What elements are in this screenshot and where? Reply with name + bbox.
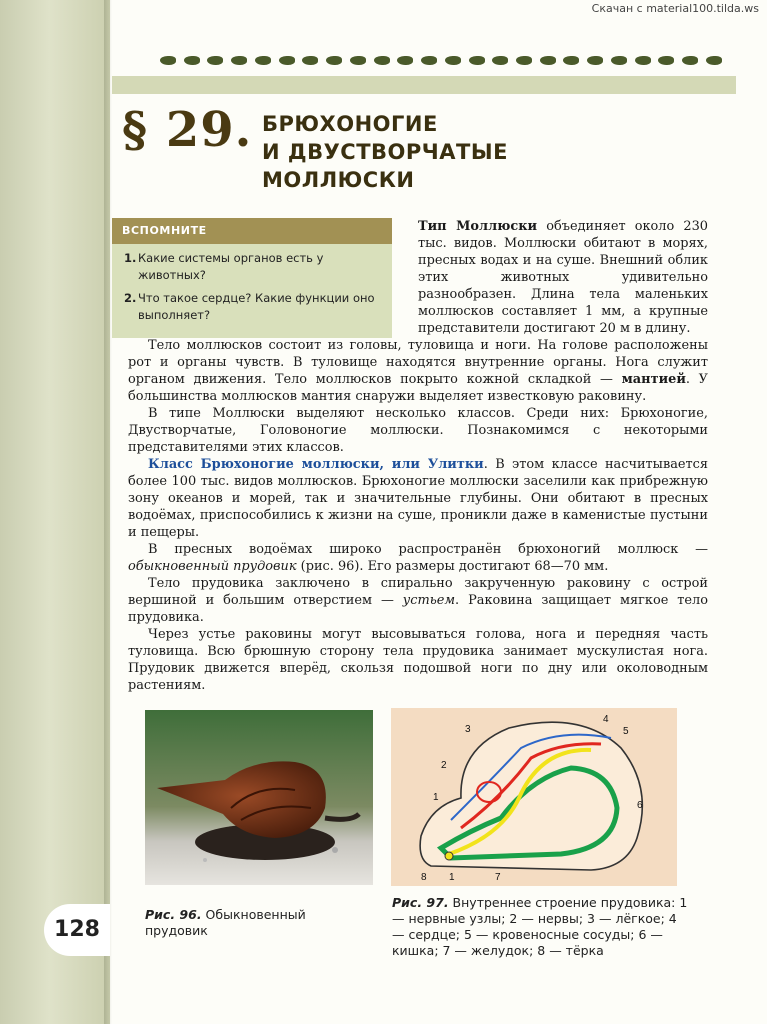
section-title (262, 110, 508, 194)
section-number: § 29. (122, 102, 253, 158)
figure-97-caption: Рис. 97. Внутреннее строение прудовика: 1 — нервные узлы; 2 — нервы; 3 — лёгкое; 4 — сердце; 5 — кровеносные сосуды; 6 — кишка; 7 — желудок; 8 — тёрка (392, 895, 688, 958)
recall-box (112, 218, 392, 338)
pond-snail-photo (145, 710, 373, 885)
recall-question: 2. Что такое сердце? Какие функции оно выполняет? (124, 291, 375, 322)
title-line: БРЮХОНОГИЕ (262, 112, 438, 136)
paragraph: Через устье раковины могут высовываться голова, нога и передняя часть туловища. Всю брюшную сторону тела прудовика занимает мускулистая нога. Прудовик движется вперёд, скользя подошвой ноги по дну или околоводным растениям. (128, 627, 708, 693)
term-mantle: мантией (621, 372, 686, 387)
paragraph: В типе Моллюски выделяют несколько классов. Среди них: Брюхоногие, Двустворчатые, Головоногие моллюски. Познакомимся с некоторыми представителями этих классов. (128, 406, 708, 455)
term-type-mollusca: Тип Моллюски (418, 219, 538, 234)
diagram-label: 2 (441, 760, 447, 771)
diagram-label: 1 (449, 872, 455, 883)
page-number: 128 (44, 904, 110, 956)
snail-anatomy-diagram (391, 708, 677, 886)
diagram-label: 7 (495, 872, 501, 883)
recall-question: 1. Какие системы органов есть у животных? (124, 251, 324, 282)
paragraph: В пресных водоёмах широко распространён брюхоногий моллюск — обыкновенный прудовик (рис. 96). Его размеры достигают 68—70 мм. (128, 542, 708, 574)
title-line: И ДВУСТВОРЧАТЫЕ (262, 140, 508, 164)
paragraph: Тело моллюсков состоит из головы, туловища и ноги. На голове расположены рот и органы чувств. В туловище находятся внутренние органы. Нога служит органом движения. Тело моллюсков покрыто кожной складкой — мантией. У большинства моллюсков мантия снаружи выделяет известковую раковину. (128, 338, 708, 404)
diagram-label: 1 (433, 792, 439, 803)
diagram-label: 3 (465, 724, 471, 735)
spine-shadow (104, 0, 112, 1024)
paragraph: Класс Брюхоногие моллюски, или Улитки. В этом классе насчитывается более 100 тыс. видов моллюсков. Брюхоногие моллюски заселили как прибрежную зону океанов и морей, так и значительные глубины. Они обитают в пресных водоёмах, приспособились к жизни на суше, проникли даже в каменистые пустыни и пещеры. (128, 457, 708, 540)
header-band (112, 76, 736, 94)
diagram-label: 4 (603, 714, 609, 725)
paragraph: Тело прудовика заключено в спирально закрученную раковину с острой вершиной и большим отверстием — устьем. Раковина защищает мягкое тело прудовика. (128, 576, 708, 625)
recall-heading: ВСПОМНИТЕ (112, 218, 392, 244)
book-spine (0, 0, 110, 1024)
intro-paragraph: Тип Моллюски объединяет около 230 тыс. видов. Моллюски обитают в морях, пресных водах и на суше. Внешний облик этих животных удивительно разнообразен. Длина тела маленьких моллюсков составляет 1 мм, а крупные представители достигают 20 м в длину. (418, 219, 708, 336)
figure-96-caption: Рис. 96. Обыкновенный прудовик (145, 907, 306, 938)
animal-silhouette-strip (160, 53, 722, 67)
title-line: МОЛЛЮСКИ (262, 168, 415, 192)
class-heading: Класс Брюхоногие моллюски, или Улитки (148, 457, 484, 472)
diagram-label: 8 (421, 872, 427, 883)
recall-questions (112, 244, 392, 338)
diagram-label: 6 (637, 800, 643, 811)
watermark: Скачан с material100.tilda.ws (591, 2, 759, 15)
main-text (128, 337, 708, 694)
diagram-label: 5 (623, 726, 629, 737)
